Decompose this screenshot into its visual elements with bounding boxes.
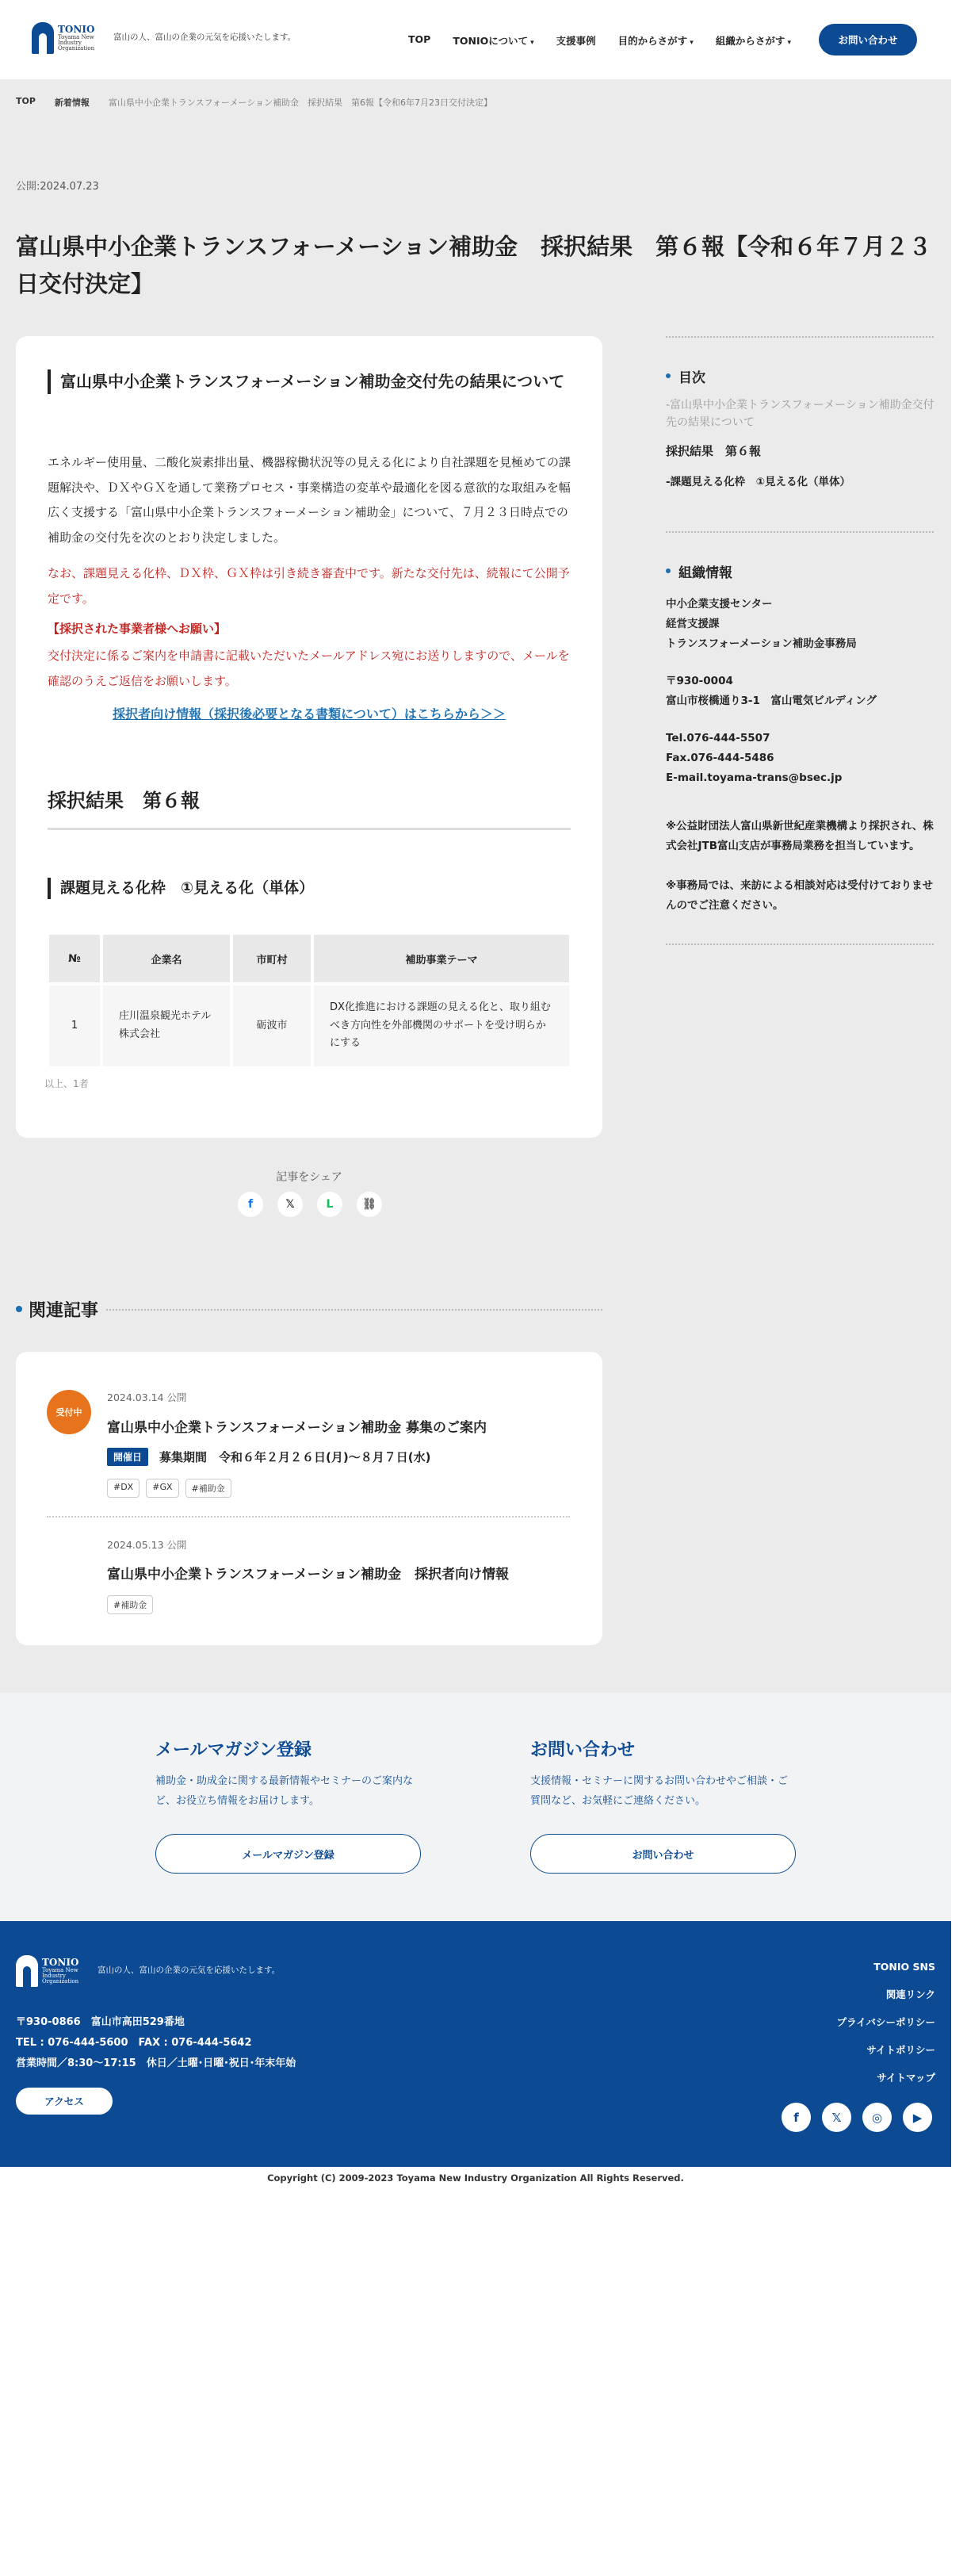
tag[interactable]: #補助金 — [107, 1595, 153, 1614]
breadcrumb — [16, 96, 492, 109]
cta-section — [0, 1693, 951, 1921]
site-header — [0, 0, 951, 79]
related-divider — [47, 1516, 570, 1518]
footer-logo[interactable]: TONIO Toyama New Industry Organization 富山の人、富山の企業の元気を応援いたします。 公益財団法人 富山県新世紀産業機構 — [16, 1955, 280, 1987]
facebook-icon[interactable]: f — [782, 2103, 811, 2132]
logo-tagline: 富山の人、富山の企業の元気を応援いたします。 — [113, 32, 296, 42]
toc-item-result[interactable]: -富山県中小企業トランスフォーメーション補助金交付先の結果について — [666, 399, 935, 430]
col-number: № — [49, 935, 100, 982]
related-title[interactable]: 富山県中小企業トランスフォーメーション補助金 募集のご案内 — [107, 1420, 487, 1436]
nav-about[interactable]: TONIOについて ▾ — [453, 33, 533, 48]
footer-link-sitemap[interactable]: サイトマップ — [877, 2072, 935, 2084]
sidebar-divider — [666, 944, 934, 945]
instagram-icon[interactable]: ◎ — [862, 2103, 892, 2132]
footer-links — [837, 1953, 935, 2092]
table-header-row — [49, 935, 569, 982]
contact-button[interactable]: お問い合わせ — [530, 1834, 796, 1874]
access-button[interactable]: アクセス — [16, 2088, 113, 2115]
tag[interactable]: #補助金 — [185, 1479, 231, 1498]
cell-company: 庄川温泉観光ホテル株式会社 — [103, 986, 230, 1066]
link-copy-icon[interactable]: ⛓ — [357, 1192, 382, 1217]
footer-link-related[interactable]: 関連リンク — [885, 1988, 935, 2000]
adopter-info-link[interactable]: 採択者向け情報（採択後必要となる書類について）はこちらから＞＞ — [113, 706, 506, 722]
x-icon[interactable]: 𝕏 — [822, 2103, 851, 2132]
nav-organization[interactable]: 組織からさがす ▾ — [716, 33, 791, 48]
sidebar-divider — [666, 336, 934, 338]
line-share-icon[interactable]: L — [317, 1192, 342, 1217]
footer-link-privacy[interactable]: プライバシーポリシー — [836, 2016, 935, 2028]
request-paragraph: 交付決定に係るご案内を申請書に記載いただいたメールアドレス宛にお送りしますので、メールを確認のうえご返信をお願いします。 — [48, 649, 570, 688]
org-heading: 組織情報 — [666, 561, 732, 581]
status-badge: 開催日 — [107, 1448, 148, 1466]
footer-link-sns[interactable]: TONIO SNS — [873, 1961, 935, 1973]
col-company: 企業名 — [103, 935, 230, 982]
related-date: 2024.03.14 公開 — [107, 1391, 187, 1403]
results-table — [46, 932, 572, 1070]
header-contact-button[interactable]: お問い合わせ — [819, 24, 917, 56]
nav-top[interactable]: TOP — [408, 33, 431, 45]
footer-sns — [782, 2103, 932, 2132]
contact-title: お問い合わせ — [530, 1740, 636, 1760]
table-row — [49, 986, 569, 1066]
toc-item-report[interactable]: 採択結果 第６報 — [666, 444, 762, 458]
section-title: 富山県中小企業トランスフォーメーション補助金交付先の結果について — [48, 369, 571, 394]
article-paragraph-intro: エネルギー使用量、二酸化炭素排出量、機器稼働状況等の見える化により自社課題を見極めての課題解決や、ＤＸやＧＸを通して業務プロセス・事業構造の変革や最適化を図る意欲的な取組みを幅広く支援する「富山県中小企業トランスフォーメーション補助金」について、７月２３日時点での補助金の交付先を次のとおり決定しました。 — [48, 455, 571, 545]
breadcrumb-news[interactable]: 新着情報 — [54, 98, 90, 108]
publish-date: 公開:2024.07.23 — [16, 181, 99, 193]
youtube-icon[interactable]: ▶ — [903, 2103, 932, 2132]
toc-item-category[interactable]: -課題見える化枠 ①見える化（単体） — [666, 476, 851, 488]
article-paragraph-notice: なお、課題見える化枠、ＤＸ枠、ＧＸ枠は引き続き審査中です。新たな交付先は、続報にて公開予定です。 — [48, 566, 570, 606]
copyright: Copyright (C) 2009-2023 Toyama New Industry Organization All Rights Reserved. — [0, 2167, 951, 2190]
site-logo[interactable] — [32, 22, 296, 54]
newsletter-text: 補助金・助成金に関する最新情報やセミナーのご案内など、お役立ち情報をお届けします。 — [155, 1775, 414, 1807]
tonio-logo-icon — [32, 22, 54, 54]
category-heading: 課題見える化枠 ①見える化（単体） — [48, 878, 314, 899]
toc-heading: 目次 — [666, 366, 705, 386]
table-note: 以上、1者 — [44, 1078, 89, 1089]
related-tags — [107, 1479, 231, 1498]
related-tags — [107, 1595, 153, 1614]
footer-link-sitepolicy[interactable]: サイトポリシー — [866, 2044, 935, 2056]
col-theme: 補助事業テーマ — [314, 935, 569, 982]
tag[interactable]: #GX — [146, 1479, 178, 1498]
accepting-badge: 受付中 — [47, 1390, 91, 1434]
contact-block — [530, 1736, 796, 1811]
newsletter-button[interactable]: メールマガジン登録 — [155, 1834, 421, 1874]
related-date: 2024.05.13 公開 — [107, 1539, 187, 1551]
col-city: 市町村 — [233, 935, 311, 982]
cell-city: 砺波市 — [233, 986, 311, 1066]
sidebar-note-visit: ※事務局では、来訪による相談対応は受付けておりませんのでご注意ください。 — [666, 879, 934, 912]
sidebar-note-jtb: ※公益財団法人富山県新世紀産業機構より採択され、株式会社JTB富山支店が事務局業務を担当しています。 — [666, 820, 934, 852]
related-title[interactable]: 富山県中小企業トランスフォーメーション補助金 採択者向け情報 — [107, 1567, 510, 1583]
request-heading: 【採択された事業者様へお願い】 — [48, 622, 227, 636]
related-card — [16, 1352, 602, 1645]
org-info: 中小企業支援センター 経営支援課 トランスフォーメーション補助金事務局 〒930-0004 富山市桜橋通り3-1 富山電気ビルディング Tel.076-444-5507 Fax.076-444-5486 E-mail.toyama-trans@bsec.jp — [666, 595, 935, 788]
newsletter-title: メールマガジン登録 — [155, 1740, 312, 1760]
facebook-share-icon[interactable]: f — [238, 1192, 263, 1217]
global-nav — [408, 33, 791, 48]
logo-en-sub: Toyama New Industry Organization — [58, 34, 95, 52]
nav-cases[interactable]: 支援事例 — [556, 35, 596, 47]
results-heading: 採択結果 第６報 — [48, 790, 200, 812]
breadcrumb-current: 富山県中小企業トランスフォーメーション補助金 採択結果 第6報【令和6年7月23日交付決定】 — [108, 98, 493, 108]
page-title: 富山県中小企業トランスフォーメーション補助金 採択結果 第６報【令和６年７月２３日交付決定】 — [16, 233, 932, 297]
cell-number: 1 — [49, 986, 100, 1066]
results-divider — [48, 828, 571, 830]
footer-address: 〒930-0866 富山市高田529番地 TEL : 076-444-5600 FAX : 076-444-5642 営業時間／8:30〜17:15 休日／土曜･日曜･祝日･年末年始 — [16, 2016, 296, 2069]
share-buttons — [238, 1192, 382, 1217]
org-email[interactable]: E-mail.toyama-trans@bsec.jp — [666, 771, 843, 784]
related-period — [107, 1448, 430, 1466]
cell-theme: DX化推進における課題の見える化と、取り組むべき方向性を外部機関のサポートを受け明らかにする — [314, 986, 569, 1066]
breadcrumb-top[interactable]: TOP — [16, 96, 36, 106]
tag[interactable]: #DX — [107, 1479, 140, 1498]
related-heading: 関連記事 — [16, 1297, 602, 1322]
tonio-logo-icon — [16, 1955, 38, 1987]
share-label: 記事をシェア — [276, 1171, 342, 1184]
period-text: 募集期間 令和６年２月２６日(月)〜８月７日(水) — [159, 1450, 431, 1464]
sidebar-divider — [666, 531, 934, 533]
logo-en-text: TONIO — [58, 24, 95, 35]
nav-purpose[interactable]: 目的からさがす ▾ — [618, 33, 694, 48]
contact-text: 支援情報・セミナーに関するお問い合わせやご相談・ご質問など、お気軽にご連絡ください。 — [530, 1775, 789, 1807]
newsletter-block — [155, 1736, 421, 1811]
x-share-icon[interactable]: 𝕏 — [277, 1192, 303, 1217]
